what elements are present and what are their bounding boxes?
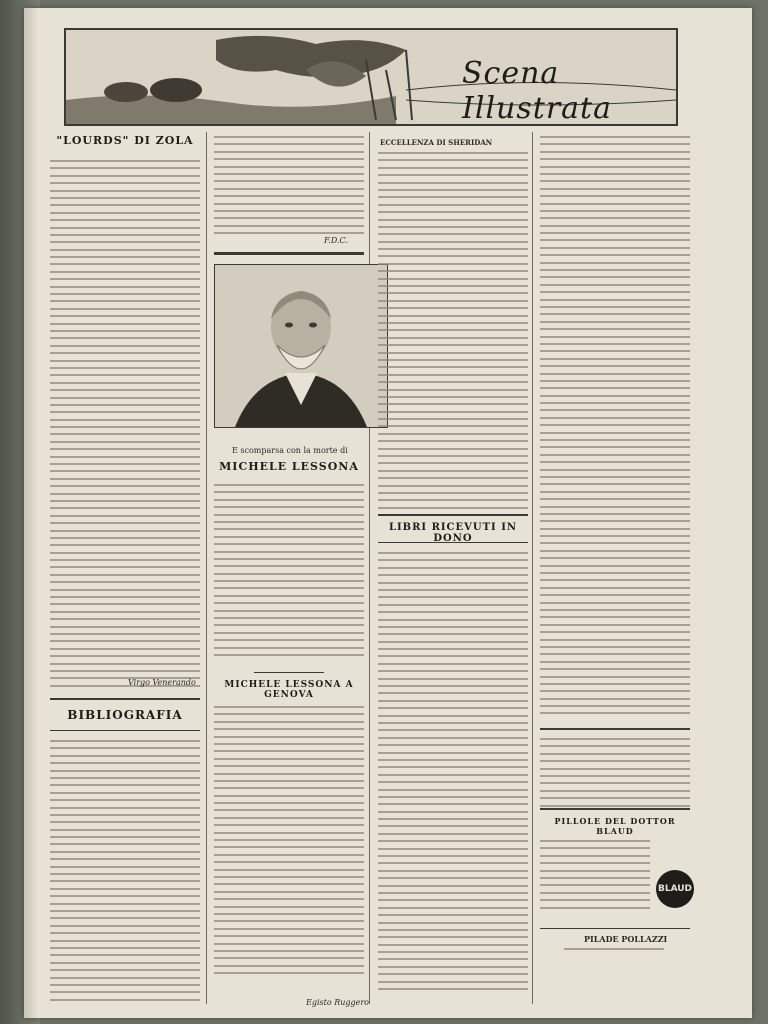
article-body-lourds bbox=[50, 160, 200, 692]
section-rule bbox=[540, 808, 690, 810]
article-body-sheridan bbox=[378, 152, 528, 514]
masthead-title: Scena Illustrata bbox=[462, 56, 612, 126]
headline-michele-lessona: MICHELE LESSONA bbox=[219, 460, 359, 473]
section-rule bbox=[254, 672, 324, 673]
list-libri-ricevuti bbox=[378, 552, 528, 995]
lead-sheridan: ECCELLENZA DI SHERIDAN bbox=[380, 138, 493, 147]
column-divider bbox=[206, 132, 207, 1004]
section-rule bbox=[50, 730, 200, 731]
article-body-lessona-genova bbox=[214, 706, 364, 979]
initials-signature: F.D.C. bbox=[324, 236, 348, 245]
portrait-caption: E scomparsa con la morte di bbox=[232, 446, 348, 455]
portrait-michele-lessona bbox=[214, 264, 388, 428]
portrait-engraving bbox=[215, 265, 387, 427]
section-rule bbox=[214, 252, 364, 255]
section-rule bbox=[540, 928, 690, 929]
section-rule bbox=[540, 728, 690, 730]
signature-lourds: Virgo Venerando bbox=[128, 678, 196, 687]
column-divider bbox=[532, 132, 533, 1004]
headline-lessona-genova: MICHELE LESSONA A GENOVA bbox=[224, 680, 354, 700]
footer-editor: PILADE POLLAZZI bbox=[584, 934, 668, 944]
section-rule bbox=[50, 698, 200, 700]
signature-lessona: Egisto Ruggero bbox=[306, 998, 369, 1007]
list-libri-col4 bbox=[540, 136, 690, 720]
page-edge bbox=[24, 8, 38, 1018]
section-rule bbox=[378, 514, 528, 516]
article-body-bibliografia bbox=[50, 740, 200, 1006]
article-body-col2-top bbox=[214, 136, 364, 239]
newspaper-page bbox=[24, 8, 752, 1018]
article-body-lessona bbox=[214, 484, 364, 661]
footer-credit bbox=[564, 948, 664, 955]
advert-pillole-body bbox=[540, 840, 650, 914]
section-rule bbox=[378, 542, 528, 543]
masthead-engraving bbox=[64, 28, 678, 126]
headline-bibliografia: BIBLIOGRAFIA bbox=[67, 708, 183, 722]
headline-libri-ricevuti: LIBRI RICEVUTI IN DONO bbox=[388, 522, 518, 544]
notice-subscribers bbox=[540, 738, 690, 812]
column-divider bbox=[369, 132, 370, 1004]
headline-lourds: "LOURDS" DI ZOLA bbox=[56, 134, 194, 147]
blaud-badge: BLAUD bbox=[656, 870, 694, 908]
headline-pillole-blaud: PILLOLE DEL DOTTOR BLAUD bbox=[554, 816, 676, 836]
